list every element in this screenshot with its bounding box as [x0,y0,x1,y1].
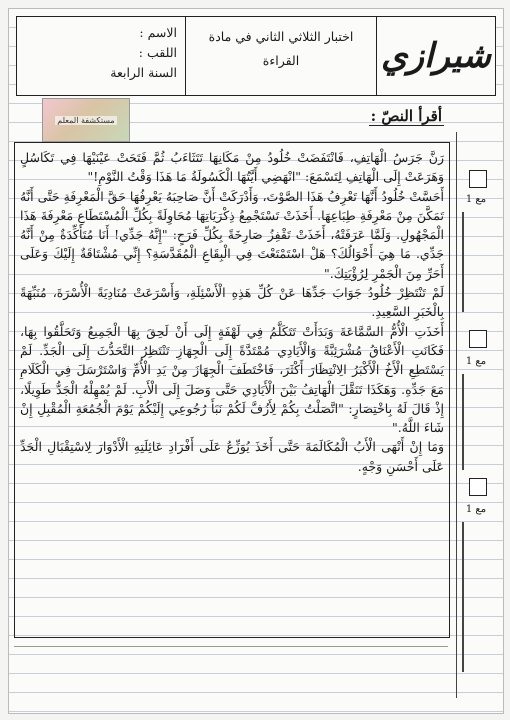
reading-text [20,148,444,476]
grading-margin [456,132,495,698]
student-info-cell [17,17,185,95]
criterion-label-2: مع 1 [465,356,487,367]
criterion-box-3[interactable] [469,478,487,496]
criterion-bar-1 [462,212,464,312]
paragraph-5: وَمَا إِنْ أَنْهَى الْأَبُ الْمُكَالَمَةَ حَتَّى أَخَذَ يُوَزِّعُ عَلَى أَفْرَادِ عَائِلَتِهِ الْأَدْوَارَ لِاسْتِقْبَالِ الْجَدِّ عَلَى أَحْسَنِ وَجْهٍ. [20,439,444,474]
paragraph-1: رَنَّ جَرَسُ الْهَاتِفِ، فَانْتَفَضَتْ خُلُودُ مِنْ مَكَانِهَا تَتَثَاءَبُ ثُمَّ فَتَحَتْ عَيْنَيْهَا فِي تَكَاسُلٍ وَهَرَعَتْ إِلَى الْهَاتِفِ لِتَسْمَعَ: "انْهَضِي أَيَّتُهَا الْكَسُولَةُ مَا هَذَا وَقْتُ النَّوْمِ!" [20,150,444,185]
exam-title: اختبار الثلاثي الثاني في مادة [208,29,354,44]
paragraph-3: لَمْ تَنْتَظِرْ خُلُودُ جَوَابَ جَدِّهَا عَنْ كُلِّ هَذِهِ الْأَسْئِلَةِ، وَأَسْرَعَتْ مُنَادِيَةً الْأُسْرَةَ، مُنَبِّهَةً بِالْخَبَرِ السَّعِيدِ. [20,285,444,320]
student-surname-label[interactable]: اللقب : [138,45,177,60]
student-name-label[interactable]: الاسم : [139,25,177,40]
paragraph-2: أَحَسَّتْ خُلُودُ أَنَّهَا تَعْرِفُ هَذَا الصَّوْتَ، وَأَدْرَكَتْ أَنَّ صَاحِبَهُ يَعْرِفُهَا حَقَّ الْمَعْرِفَةِ حَتَّى أَنَّهُ تَمَكَّنَ مِنْ مَعْرِفَةِ طِبَاعِهَا. أَخَذَتْ تَسْتَجْمِعُ ذِكْرَيَاتِهَا مُحَاوِلَةً بِكُلِّ الْمُسْتَطَاعِ مَعْرِفَةَ هَذَا الْمَجْهُولِ. وَلَمَّا عَرَفَتْهُ، أَخَذَتْ تَقْفِزُ صَارِخَةً بِكُلِّ فَرَحٍ: "إِنَّهُ جَدِّي! أَنَا مُتَأَكِّدَةٌ مِنْ أَنَّهُ جَدِّي. مَا هِيَ أَحْوَالُكَ؟ هَلْ اسْتَمْتَعْتَ فِي الْبِقَاعِ الْمُقَدَّسَةِ؟ إِنِّي مُشْتَاقَةٌ إِلَيْكَ وَعَلَى أَحَرِّ مِنَ الْجَمْرِ لِرُؤْيَتِكَ." [20,188,444,281]
exam-header [16,16,496,96]
criterion-label-1: مع 1 [465,194,487,205]
criterion-label-3: مع 1 [465,504,487,515]
student-year: السنة الرابعة [110,65,177,80]
subject-cell [185,17,376,95]
bottom-divider [14,646,448,647]
criterion-box-2[interactable] [469,330,487,348]
criterion-bar-2 [462,374,464,470]
sticker-label: مستكشفة المعلم [57,115,115,125]
logo-cell [376,17,495,95]
flower-sticker-image [42,98,130,142]
logo: شيرازي [381,36,491,76]
paragraph-4: أَخَذَتِ الْأُمُّ السَّمَّاعَةَ وَبَدَأَتْ تَتَكَلَّمُ فِي لَهْفَةٍ إِلَى أَنْ لَحِقَ بِهَا الْجَمِيعُ وَتَحَلَّقُوا بِهَا، فَكَانَتِ الْأَعْنَاقُ مُشْرَئِبَّةً وَالْأَيَادِي مُمْتَدَّةً إِلَى الْجِهَازِ تَنْتَظِرُ التَّحَدُّثَ إِلَى الْجَدِّ. لَمْ يَسْتَطِعِ الْأَخُ الْأَكْبَرُ الِانْتِظَارَ أَكْثَرَ، فَاخْتَطَفَ الْجِهَازَ مِنْ يَدِ الْأُمِّ وَاسْتَرْسَلَ فِي الْكَلَامِ مَعَ جَدِّهِ. وَهَكَذَا تَنَقَّلَ الْهَاتِفُ بَيْنَ الْأَيَادِي حَتَّى وَصَلَ إِلَى الْأَبِ. لَمْ يُمْهِلْهُ الْجَدُّ طَوِيلًا، إِذْ قَالَ لَهُ بِاخْتِصَارٍ: "اتَّصَلْتُ بِكُمْ لِأَزُفَّ لَكُمْ نَبَأَ رُجُوعِي إِلَيْكُمْ يَوْمَ الْجُمُعَةِ الْمُقْبِلِ إِنْ شَاءَ اللَّهُ." [20,323,444,436]
subject-name: القراءة [262,53,300,68]
criterion-bar-3 [462,522,464,672]
criterion-box-1[interactable] [469,170,487,188]
section-title: أقرأ النصّ : [370,107,442,125]
